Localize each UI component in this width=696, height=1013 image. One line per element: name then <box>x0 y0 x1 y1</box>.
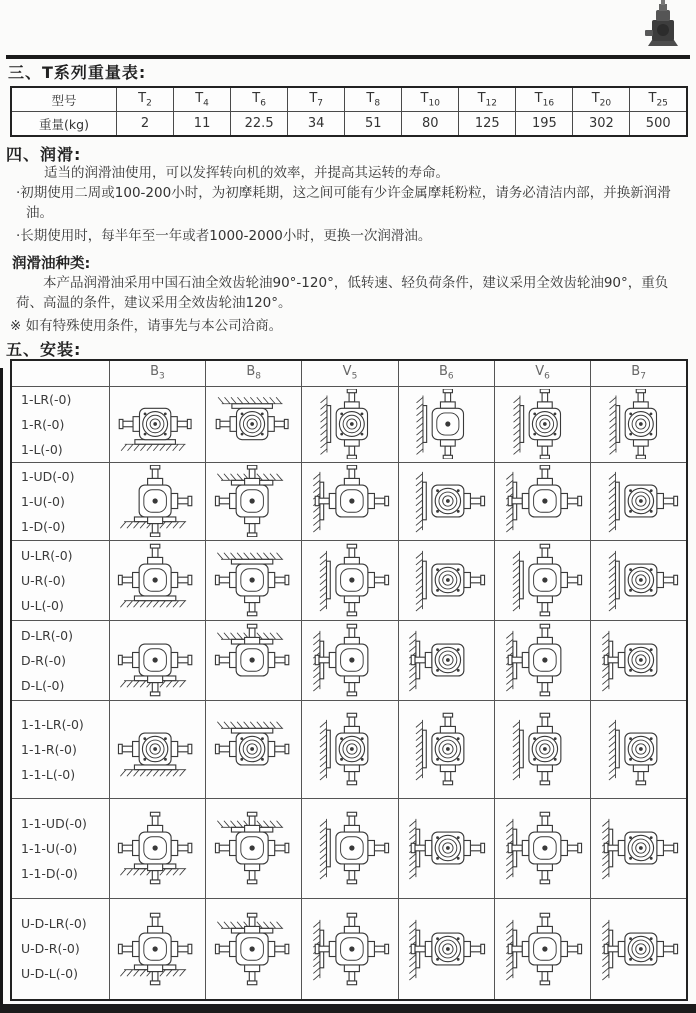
install-col-header: $B_3$ <box>109 360 205 386</box>
model-header-cell: $T_{16}$ <box>516 87 573 112</box>
model-header-cell: $T_4$ <box>174 87 231 112</box>
weight-value-cell: 11 <box>174 112 231 137</box>
gearbox-diagram-icon <box>592 465 686 537</box>
gearbox-diagram-icon <box>399 901 493 997</box>
install-row-label <box>11 798 109 898</box>
weight-section-heading: 三、T系列重量表: <box>8 63 147 82</box>
gearbox-diagram-icon <box>207 901 301 997</box>
gearbox-diagram-icon <box>496 703 590 795</box>
gearbox-diagram-icon <box>110 465 204 537</box>
install-cell <box>206 898 302 1000</box>
gearbox-diagram-icon <box>110 901 204 997</box>
install-cell <box>494 620 590 700</box>
install-row-label-line: D-R(-0) <box>21 652 67 668</box>
install-cell <box>591 386 687 462</box>
install-cell <box>398 700 494 798</box>
install-cell <box>302 386 398 462</box>
model-header-cell: $T_{10}$ <box>402 87 459 112</box>
gearbox-diagram-icon <box>303 901 397 997</box>
install-row-label <box>11 898 109 1000</box>
install-row-label-line: 1-1-U(-0) <box>21 840 78 856</box>
install-cell <box>494 462 590 540</box>
install-row-label-line: 1-1-R(-0) <box>21 741 77 757</box>
install-cell <box>206 540 302 620</box>
install-cell <box>206 798 302 898</box>
gearbox-diagram-icon <box>303 389 397 459</box>
gearbox-diagram-icon <box>496 389 590 459</box>
model-header-cell: $T_8$ <box>345 87 402 112</box>
gearbox-diagram-icon <box>496 465 590 537</box>
gearbox-diagram-icon <box>399 623 493 697</box>
install-cell <box>302 898 398 1000</box>
install-cell <box>591 700 687 798</box>
install-cell <box>398 462 494 540</box>
install-cell <box>302 620 398 700</box>
install-cell <box>206 386 302 462</box>
gearbox-diagram-icon <box>592 389 686 459</box>
install-cell <box>302 798 398 898</box>
install-cell <box>398 386 494 462</box>
top-rule <box>6 55 690 59</box>
gearbox-diagram-icon <box>399 543 493 617</box>
install-row-label-line: U-D-R(-0) <box>21 941 80 957</box>
left-edge-artifact <box>0 368 3 1013</box>
gearbox-diagram-icon <box>592 801 686 895</box>
install-row-label-line: 1-UD(-0) <box>21 468 75 484</box>
install-cell <box>398 540 494 620</box>
gearbox-diagram-icon <box>303 543 397 617</box>
install-cell <box>591 798 687 898</box>
weight-value-cell: 80 <box>402 112 459 137</box>
gearbox-diagram-icon <box>496 623 590 697</box>
install-row-label-line: 1-1-D(-0) <box>21 865 78 881</box>
install-col-header: $B_8$ <box>206 360 302 386</box>
lubrication-bullet: ·初期使用二周或100-200小时，为初摩耗期，这之间可能有少许金属摩耗粉粒，请务必清洁内部，并换新润滑油。 <box>16 185 671 221</box>
install-row-label-line: U-D-L(-0) <box>21 966 78 982</box>
install-cell <box>591 620 687 700</box>
bottom-rule <box>0 1004 696 1013</box>
install-cell <box>398 798 494 898</box>
gearbox-diagram-icon <box>592 901 686 997</box>
install-cell <box>494 898 590 1000</box>
gearbox-diagram-icon <box>399 703 493 795</box>
gearbox-diagram-icon <box>207 703 301 795</box>
install-row-label-line: U-R(-0) <box>21 572 66 588</box>
weight-value-cell: 22.5 <box>231 112 288 137</box>
install-row-label-line: U-D-LR(-0) <box>21 916 87 932</box>
install-row-label <box>11 540 109 620</box>
model-header-cell: $T_{12}$ <box>459 87 516 112</box>
gearbox-diagram-icon <box>303 801 397 895</box>
lubricant-types-text: 本产品润滑油采用中国石油全效齿轮油90°-120°，低转速、轻负荷条件，建议采用全效齿轮油90°，重负荷、高温的条件，建议采用全效齿轮油120°。 <box>16 275 669 311</box>
install-cell <box>591 462 687 540</box>
install-row-label-line: 1-1-UD(-0) <box>21 815 87 831</box>
install-row-label-line: 1-1-L(-0) <box>21 766 76 782</box>
install-cell <box>494 540 590 620</box>
install-col-header: $B_7$ <box>591 360 687 386</box>
special-conditions-note: ※ 如有特殊使用条件，请事先与本公司洽商。 <box>10 318 283 334</box>
gearbox-diagram-icon <box>207 623 301 697</box>
weight-value-cell: 302 <box>573 112 630 137</box>
gearbox-diagram-icon <box>399 389 493 459</box>
install-cell <box>494 798 590 898</box>
install-row-label-line: 1-LR(-0) <box>21 391 72 407</box>
gearbox-diagram-icon <box>110 623 204 697</box>
install-row-label-line: 1-1-LR(-0) <box>21 716 84 732</box>
install-row-label <box>11 700 109 798</box>
install-row-label-line: D-LR(-0) <box>21 627 74 643</box>
model-header-cell: $T_7$ <box>288 87 345 112</box>
weight-row-label: 重量(kg) <box>11 112 117 137</box>
gearbox-diagram-icon <box>592 703 686 795</box>
lubrication-intro: 适当的润滑油使用，可以发挥转向机的效率，并提高其运转的寿命。 <box>44 165 449 181</box>
gearbox-diagram-icon <box>303 703 397 795</box>
weight-value-cell: 2 <box>117 112 174 137</box>
gearbox-diagram-icon <box>110 543 204 617</box>
install-cell <box>494 386 590 462</box>
model-header-cell: $T_2$ <box>117 87 174 112</box>
install-row-label <box>11 462 109 540</box>
lubrication-heading: 四、润滑: <box>6 145 82 164</box>
install-cell <box>109 620 205 700</box>
weight-table <box>10 86 688 137</box>
lubricant-types-heading: 润滑油种类: <box>12 256 91 272</box>
gearbox-diagram-icon <box>303 623 397 697</box>
gearbox-diagram-icon <box>496 901 590 997</box>
gearbox-diagram-icon <box>496 543 590 617</box>
install-cell <box>591 898 687 1000</box>
gearbox-diagram-icon <box>207 389 301 459</box>
install-heading: 五、安装: <box>6 340 82 359</box>
install-cell <box>302 462 398 540</box>
weight-value-cell: 195 <box>516 112 573 137</box>
install-cell <box>398 898 494 1000</box>
install-cell <box>302 700 398 798</box>
install-row-label-line: U-L(-0) <box>21 597 64 613</box>
install-cell <box>109 700 205 798</box>
install-cell <box>398 620 494 700</box>
install-cell <box>302 540 398 620</box>
gearbox-diagram-icon <box>110 801 204 895</box>
gearbox-diagram-icon <box>592 543 686 617</box>
weight-value-cell: 51 <box>345 112 402 137</box>
install-table <box>10 359 688 1001</box>
gearbox-diagram-icon <box>592 623 686 697</box>
install-cell <box>206 700 302 798</box>
install-cell <box>206 462 302 540</box>
model-header-cell: $T_6$ <box>231 87 288 112</box>
install-cell <box>109 462 205 540</box>
gearbox-diagram-icon <box>303 465 397 537</box>
gearbox-photo-icon <box>634 0 690 52</box>
install-cell <box>109 798 205 898</box>
install-row-label-line: 1-R(-0) <box>21 416 65 432</box>
install-cell <box>109 386 205 462</box>
install-cell <box>109 898 205 1000</box>
model-header-cell: $T_{25}$ <box>630 87 687 112</box>
gearbox-product-photo <box>634 0 690 52</box>
install-row-label-line: D-L(-0) <box>21 677 65 693</box>
install-col-header: $V_6$ <box>494 360 590 386</box>
weight-value-cell: 34 <box>288 112 345 137</box>
gearbox-diagram-icon <box>399 465 493 537</box>
install-row-label-line: 1-L(-0) <box>21 441 63 457</box>
install-cell <box>591 540 687 620</box>
install-cell <box>494 700 590 798</box>
install-corner-cell <box>11 360 109 386</box>
weight-value-cell: 125 <box>459 112 516 137</box>
install-row-label <box>11 620 109 700</box>
install-col-header: $B_6$ <box>398 360 494 386</box>
gearbox-diagram-icon <box>207 801 301 895</box>
gearbox-diagram-icon <box>207 465 301 537</box>
lubrication-bullet: ·长期使用时，每半年至一年或者1000-2000小时，更换一次润滑油。 <box>16 228 432 244</box>
install-row-label <box>11 386 109 462</box>
model-header-cell: $T_{20}$ <box>573 87 630 112</box>
install-row-label-line: 1-D(-0) <box>21 518 66 534</box>
weight-table-col0-header: 型号 <box>11 87 117 112</box>
install-cell <box>206 620 302 700</box>
gearbox-diagram-icon <box>110 703 204 795</box>
install-row-label-line: U-LR(-0) <box>21 547 73 563</box>
install-col-header: $V_5$ <box>302 360 398 386</box>
install-row-label-line: 1-U(-0) <box>21 493 65 509</box>
gearbox-diagram-icon <box>399 801 493 895</box>
weight-value-cell: 500 <box>630 112 687 137</box>
install-cell <box>109 540 205 620</box>
gearbox-diagram-icon <box>207 543 301 617</box>
gearbox-diagram-icon <box>496 801 590 895</box>
gearbox-diagram-icon <box>110 389 204 459</box>
